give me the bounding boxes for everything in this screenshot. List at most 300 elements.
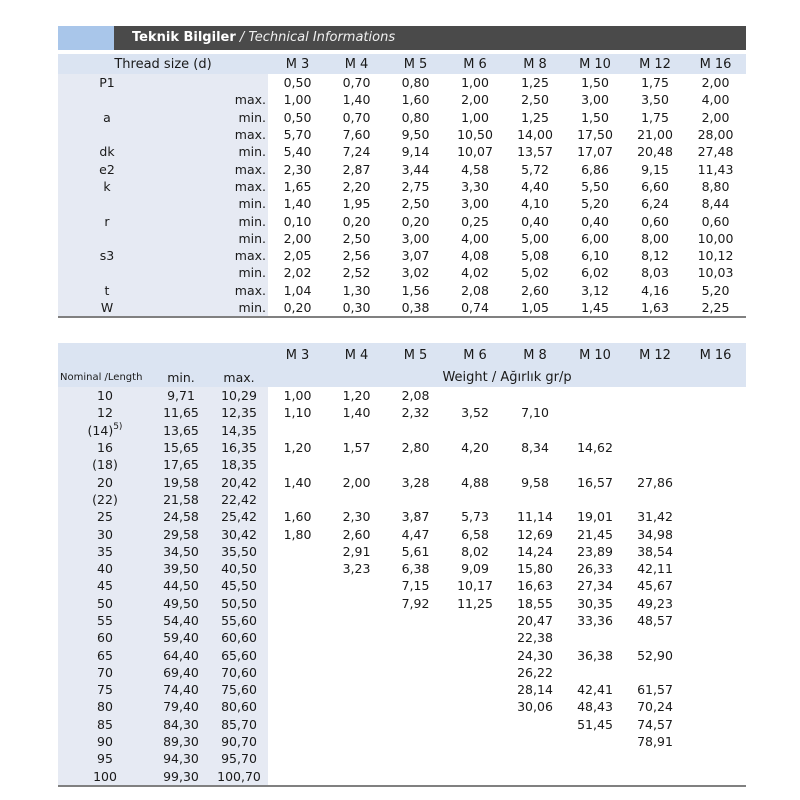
weight-value: 7,92 [401,595,430,611]
weight-value: 5,73 [461,509,489,525]
length-min: 94,30 [152,750,210,767]
nominal-length-cell [58,439,152,456]
spec-value: 4,40 [521,178,549,194]
nominal-length-cell [58,629,152,646]
spec-value: 7,60 [342,127,371,143]
spec-limit: max. [156,126,268,143]
spec-value: 5,00 [521,230,549,246]
spec-value: 2,50 [521,92,549,108]
weight-row [58,664,746,681]
spec-value: 2,00 [283,230,312,246]
weight-size-header-7: M 16 [685,343,746,367]
weight-value [685,456,746,473]
spec-param: t [58,282,156,299]
weight-value [685,422,746,439]
spec-value: 5,02 [521,265,549,281]
spec-param: W [58,299,156,317]
nominal-length-value: 55 [97,613,113,628]
spec-value: 10,50 [457,127,493,143]
weight-value: 7,15 [401,578,430,594]
nominal-length-value: 80 [97,699,113,715]
spec-value: 0,80 [401,109,430,125]
footnote-marker: 5) [113,421,123,432]
weight-value [565,387,625,404]
weight-value [327,577,386,594]
weight-value [505,422,565,439]
weight-row [58,543,746,560]
length-max: 65,60 [210,646,268,663]
spec-param [58,195,156,212]
weight-value: 16,63 [517,578,553,594]
spec-value: 14,00 [517,127,553,143]
weight-header-blank [58,343,268,367]
weight-value [565,404,625,421]
spec-value: 27,48 [697,144,734,160]
weight-value [327,595,386,612]
weight-value: 10,17 [457,578,493,594]
spec-value: 1,56 [401,282,430,298]
weight-value: 14,24 [517,543,553,559]
nominal-length-value: 25 [97,509,113,525]
length-max: 20,42 [210,473,268,490]
weight-value: 19,01 [577,509,613,525]
weight-value [685,646,746,663]
spec-value: 8,00 [641,230,669,246]
weight-value [386,681,445,698]
spec-value: 4,58 [461,161,489,177]
weight-value [685,560,746,577]
weight-value: 52,90 [637,647,673,663]
weight-label: Weight / Ağırlık gr/p [268,367,746,387]
spec-value: 1,00 [461,75,489,91]
length-min: 11,65 [152,404,210,421]
weight-row [58,525,746,542]
spec-value: 2,08 [461,282,489,298]
weight-value: 42,41 [577,682,613,698]
length-max: 12,35 [210,404,268,421]
spec-value: 3,30 [461,178,489,194]
length-max: 22,42 [210,491,268,508]
weight-value: 1,20 [283,440,312,456]
spec-value: 0,60 [641,213,669,229]
spec-param: r [58,212,156,229]
spec-row [58,178,746,195]
thread-size-label: Thread size (d) [58,54,268,74]
nominal-length-cell [58,560,152,577]
nominal-length-cell [58,698,152,715]
weight-value [268,543,327,560]
weight-row [58,750,746,767]
spec-param: dk [58,143,156,160]
spec-value: 17,50 [577,127,613,143]
weight-value [268,560,327,577]
max-label: max. [210,367,268,387]
weight-value [268,698,327,715]
weight-value [685,716,746,733]
size-header-2: M 5 [386,54,445,74]
weight-value: 42,11 [637,561,673,577]
weight-row [58,508,746,525]
spec-value: 0,20 [342,213,371,229]
spec-row [58,91,746,108]
weight-size-header-6: M 12 [625,343,685,367]
weight-row [58,698,746,715]
length-max: 10,29 [210,387,268,404]
spec-value: 5,50 [581,178,609,194]
length-max: 16,35 [210,439,268,456]
banner-title-en: Technical Informations [248,30,396,45]
weight-value [268,422,327,439]
weight-value: 51,45 [577,716,613,732]
nominal-length-value: 12 [97,405,113,421]
weight-value: 4,20 [461,440,489,456]
nominal-length-cell [58,577,152,594]
nominal-length-cell [58,543,152,560]
nominal-length-cell [58,612,152,629]
spec-value: 5,70 [283,127,312,143]
length-max: 55,60 [210,612,268,629]
spec-value: 3,07 [401,248,430,264]
nominal-length-value: (22) [92,491,118,507]
spec-limit: min. [156,212,268,229]
nominal-length-value: 10 [97,388,113,404]
spec-row [58,264,746,281]
length-min: 21,58 [152,491,210,508]
weight-row [58,404,746,421]
size-header-4: M 8 [505,54,565,74]
weight-value: 7,10 [521,405,549,421]
weight-value [268,664,327,681]
weight-value [685,629,746,646]
spec-value: 6,10 [581,248,609,264]
weight-value [565,422,625,439]
spec-value: 9,15 [641,161,669,177]
weight-value: 5,61 [401,543,430,559]
spec-param [58,230,156,247]
spec-value: 3,12 [581,282,609,298]
weight-size-header-1: M 4 [327,343,386,367]
length-max: 35,50 [210,543,268,560]
weight-value [386,646,445,663]
spec-value: 2,87 [342,161,371,177]
nominal-length-value: 90 [97,734,113,750]
weight-value [625,439,685,456]
spec-value: 0,70 [342,109,371,125]
spec-param: e2 [58,160,156,177]
spec-row [58,74,746,91]
spec-value: 1,60 [401,92,430,108]
spec-value: 1,75 [641,75,669,91]
size-header-5: M 10 [565,54,625,74]
weight-value [505,456,565,473]
weight-value [685,473,746,490]
weight-row [58,456,746,473]
weight-value [327,716,386,733]
weight-value [625,456,685,473]
nominal-length-cell [58,456,152,473]
weight-value [445,768,505,786]
weight-value [685,577,746,594]
weight-value: 48,57 [637,613,673,628]
weight-value: 15,80 [517,561,553,577]
spec-value: 4,08 [461,248,489,264]
nominal-length-value: 40 [97,561,113,577]
weight-value [625,422,685,439]
spec-row [58,195,746,212]
spec-value: 6,00 [581,230,609,246]
weight-value [445,750,505,767]
nominal-length-cell [58,387,152,404]
weight-value [268,595,327,612]
length-min: 74,40 [152,681,210,698]
weight-value [685,404,746,421]
weight-value: 3,28 [401,474,430,490]
length-min: 89,30 [152,733,210,750]
spec-value: 4,00 [461,230,489,246]
weight-row [58,473,746,490]
spec-value: 1,75 [641,109,669,125]
weight-size-header-row [58,343,746,367]
weight-value: 23,89 [577,543,613,559]
weight-table [58,343,746,787]
nominal-length-value: 65 [97,647,113,663]
section-banner [58,26,746,50]
weight-value: 27,86 [637,474,673,490]
nominal-length-value: (14) [87,422,114,438]
weight-value: 24,30 [517,647,553,663]
spec-value: 1,95 [342,196,371,212]
weight-value [625,387,685,404]
weight-row [58,560,746,577]
weight-value: 21,45 [577,526,613,542]
weight-value [685,698,746,715]
weight-value [505,716,565,733]
weight-value [386,733,445,750]
size-header-0: M 3 [268,54,327,74]
min-label: min. [152,367,210,387]
spec-value: 1,40 [283,196,312,212]
weight-value: 16,57 [577,474,613,490]
spec-value: 2,60 [521,282,549,298]
spec-limit: max. [156,178,268,195]
spec-value: 0,20 [401,213,430,229]
spec-value: 4,02 [461,265,489,281]
spec-value: 2,00 [701,75,730,91]
weight-value: 26,33 [577,561,613,577]
weight-size-header-2: M 5 [386,343,445,367]
spec-value: 0,50 [283,109,312,125]
weight-value [327,768,386,786]
weight-value: 3,52 [461,405,489,421]
weight-value [327,422,386,439]
nominal-length-cell [58,768,152,786]
length-max: 100,70 [210,768,268,786]
spec-row [58,247,746,264]
weight-value: 1,60 [283,509,312,525]
nominal-length-value: 20 [97,474,113,490]
weight-value: 3,87 [401,509,430,525]
length-min: 9,71 [152,387,210,404]
weight-value [327,681,386,698]
weight-value [268,750,327,767]
length-min: 29,58 [152,525,210,542]
spec-value: 1,00 [283,92,312,108]
spec-value: 0,50 [283,75,312,91]
weight-value [268,681,327,698]
spec-row [58,299,746,317]
size-header-6: M 12 [625,54,685,74]
spec-value: 0,40 [521,213,549,229]
weight-value [625,768,685,786]
spec-value: 8,44 [701,196,730,212]
weight-value [685,439,746,456]
spec-value: 6,86 [581,161,609,177]
spec-value: 1,05 [521,300,549,315]
spec-value: 6,60 [641,178,669,194]
weight-value [445,681,505,698]
weight-value: 1,10 [283,405,312,421]
spec-value: 11,43 [697,161,734,177]
weight-value [445,664,505,681]
weight-value: 1,40 [342,405,371,421]
weight-value [685,733,746,750]
spec-value: 9,14 [401,144,430,160]
nominal-length-cell [58,595,152,612]
weight-value [268,768,327,786]
spec-value: 10,12 [697,248,734,264]
weight-row [58,716,746,733]
weight-value [565,733,625,750]
weight-value [268,577,327,594]
weight-value [386,612,445,629]
weight-value [505,733,565,750]
spec-row [58,212,746,229]
spec-value: 28,00 [697,127,734,143]
spec-value: 8,80 [701,178,730,194]
weight-value [268,733,327,750]
length-max: 80,60 [210,698,268,715]
weight-value [386,629,445,646]
weight-value: 2,60 [342,526,371,542]
spec-value: 1,65 [283,178,312,194]
spec-value: 0,10 [283,213,312,229]
weight-row [58,768,746,786]
weight-value: 11,25 [457,595,493,611]
spec-value: 0,25 [461,213,489,229]
spec-row [58,230,746,247]
spec-value: 3,00 [461,196,489,212]
spec-value: 0,70 [342,75,371,91]
spec-value: 1,25 [521,109,549,125]
spec-limit: min. [156,195,268,212]
spec-value: 2,25 [701,300,730,315]
weight-value [386,491,445,508]
spec-value: 8,12 [641,248,669,264]
banner-accent-block [58,26,114,50]
spec-value: 2,50 [401,196,430,212]
nominal-length-value: 30 [97,526,113,542]
weight-size-header-5: M 10 [565,343,625,367]
length-min: 64,40 [152,646,210,663]
weight-value [625,664,685,681]
weight-value: 1,20 [342,388,371,404]
spec-row [58,143,746,160]
weight-value [445,456,505,473]
weight-value: 22,38 [517,630,553,646]
weight-value: 6,38 [401,561,430,577]
nominal-length-value: (18) [92,457,118,473]
length-max: 50,50 [210,595,268,612]
spec-limit: max. [156,247,268,264]
length-min: 24,58 [152,508,210,525]
weight-subheader-row [58,367,746,387]
length-min: 79,40 [152,698,210,715]
spec-value: 20,48 [637,144,673,160]
length-min: 15,65 [152,439,210,456]
weight-value [327,733,386,750]
spec-value: 4,10 [521,196,549,212]
weight-row [58,629,746,646]
spec-value: 4,00 [701,92,730,108]
weight-value: 49,23 [637,595,673,611]
weight-value: 45,67 [637,578,673,594]
weight-value [445,698,505,715]
weight-value [685,664,746,681]
weight-value: 31,42 [637,509,673,525]
weight-value [625,491,685,508]
nominal-length-value: 35 [97,543,113,559]
nominal-length-value: 16 [97,440,113,456]
length-max: 90,70 [210,733,268,750]
spec-value: 0,20 [283,300,312,315]
weight-value [685,508,746,525]
length-max: 45,50 [210,577,268,594]
nominal-length-cell [58,716,152,733]
nominal-length-cell [58,681,152,698]
length-min: 39,50 [152,560,210,577]
weight-value: 1,57 [342,440,371,456]
spec-value: 1,30 [342,282,371,298]
spec-value: 1,25 [521,75,549,91]
spec-value: 2,05 [283,248,312,264]
nominal-length-cell [58,664,152,681]
spec-value: 10,07 [457,144,493,160]
spec-value: 1,50 [581,109,609,125]
length-max: 18,35 [210,456,268,473]
weight-value: 74,57 [637,716,673,732]
weight-value [327,612,386,629]
weight-value [685,491,746,508]
weight-value [685,387,746,404]
weight-value: 38,54 [637,543,673,559]
spec-row [58,282,746,299]
weight-value [386,664,445,681]
spec-value: 5,20 [701,282,730,298]
weight-value [327,664,386,681]
weight-value [685,768,746,786]
spec-value: 2,30 [283,161,312,177]
spec-value: 3,00 [401,230,430,246]
spec-value: 5,20 [581,196,609,212]
weight-row [58,422,746,439]
spec-value: 17,07 [577,144,613,160]
weight-value [327,750,386,767]
weight-row [58,612,746,629]
spec-value: 9,50 [401,127,430,143]
weight-size-header-3: M 6 [445,343,505,367]
spec-limit [156,74,268,91]
spec-value: 1,00 [461,109,489,125]
